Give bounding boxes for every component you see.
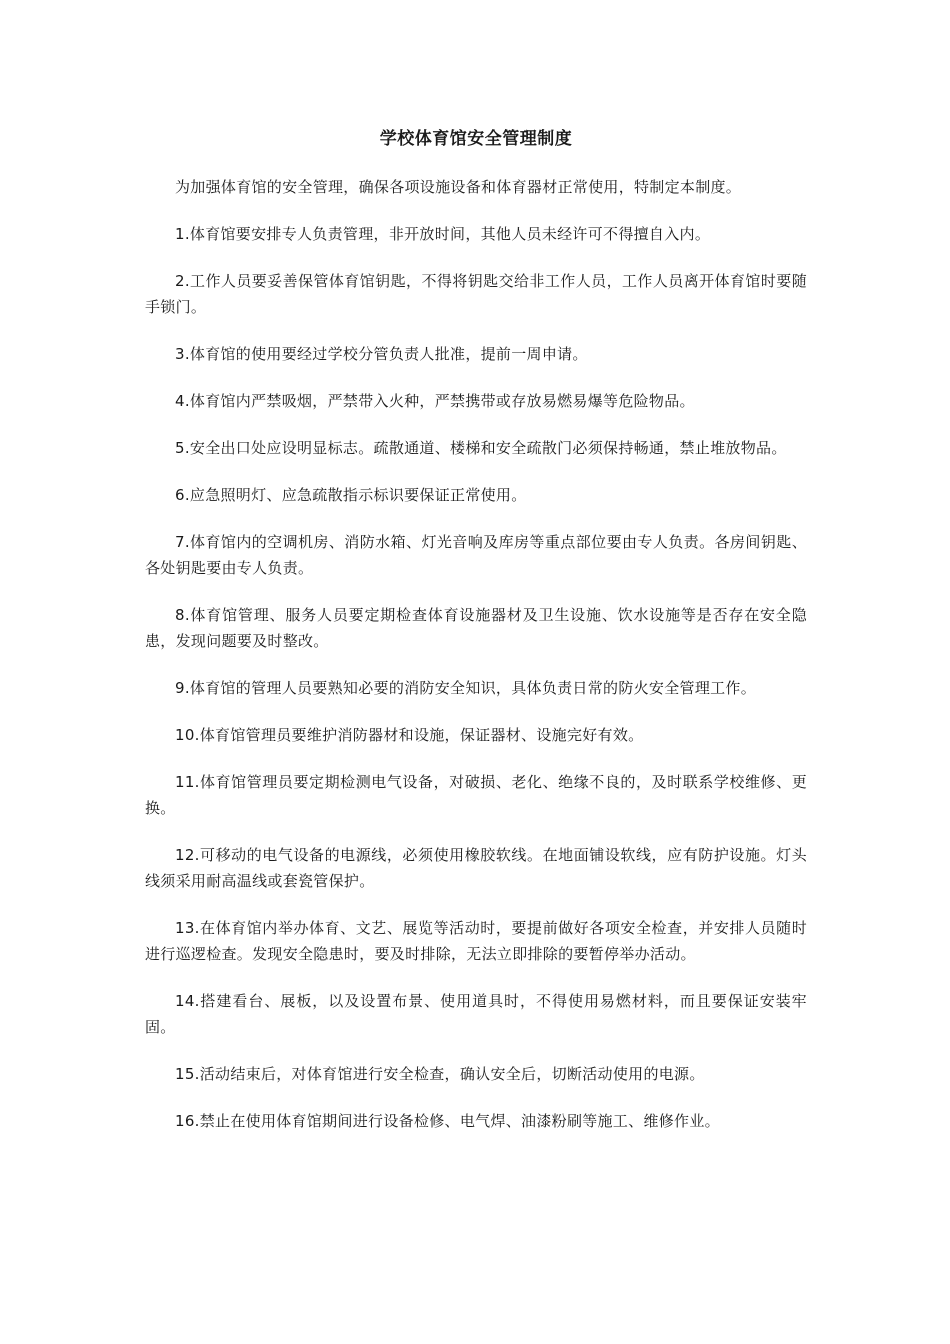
rule-item-11: 11.体育馆管理员要定期检测电气设备，对破损、老化、绝缘不良的，及时联系学校维修、更换。 <box>145 773 807 817</box>
rule-item-2: 2.工作人员要妥善保管体育馆钥匙，不得将钥匙交给非工作人员，工作人员离开体育馆时要随手锁门。 <box>145 272 807 316</box>
rule-item-9: 9.体育馆的管理人员要熟知必要的消防安全知识，具体负责日常的防火安全管理工作。 <box>175 679 757 697</box>
document-body <box>145 126 807 1155</box>
rule-item-15: 15.活动结束后，对体育馆进行安全检查，确认安全后，切断活动使用的电源。 <box>175 1065 705 1083</box>
rule-item-16: 16.禁止在使用体育馆期间进行设备检修、电气焊、油漆粉刷等施工、维修作业。 <box>175 1112 720 1130</box>
rule-item-7: 7.体育馆内的空调机房、消防水箱、灯光音响及库房等重点部位要由专人负责。各房间钥匙、各处钥匙要由专人负责。 <box>145 533 807 577</box>
rule-item-10: 10.体育馆管理员要维护消防器材和设施，保证器材、设施完好有效。 <box>175 726 644 744</box>
rule-item-3: 3.体育馆的使用要经过学校分管负责人批准，提前一周申请。 <box>175 345 588 363</box>
page-title: 学校体育馆安全管理制度 <box>379 129 573 149</box>
rule-item-8: 8.体育馆管理、服务人员要定期检查体育设施器材及卫生设施、饮水设施等是否存在安全隐患，发现问题要及时整改。 <box>145 606 807 650</box>
rule-item-13: 13.在体育馆内举办体育、文艺、展览等活动时，要提前做好各项安全检查，并安排人员随时进行巡逻检查。发现安全隐患时，要及时排除，无法立即排除的要暂停举办活动。 <box>145 919 807 963</box>
rule-item-6: 6.应急照明灯、应急疏散指示标识要保证正常使用。 <box>175 486 527 504</box>
rule-item-14: 14.搭建看台、展板，以及设置布景、使用道具时，不得使用易燃材料，而且要保证安装牢固。 <box>145 992 807 1036</box>
rule-item-4: 4.体育馆内严禁吸烟，严禁带入火种，严禁携带或存放易燃易爆等危险物品。 <box>175 392 695 410</box>
rule-item-1: 1.体育馆要安排专人负责管理，非开放时间，其他人员未经许可不得擅自入内。 <box>175 225 711 243</box>
intro-paragraph: 为加强体育馆的安全管理，确保各项设施设备和体育器材正常使用，特制定本制度。 <box>175 178 742 196</box>
rule-item-12: 12.可移动的电气设备的电源线，必须使用橡胶软线。在地面铺设软线，应有防护设施。灯头线须采用耐高温线或套瓷管保护。 <box>145 846 807 890</box>
rule-item-5: 5.安全出口处应设明显标志。疏散通道、楼梯和安全疏散门必须保持畅通，禁止堆放物品。 <box>175 439 787 457</box>
